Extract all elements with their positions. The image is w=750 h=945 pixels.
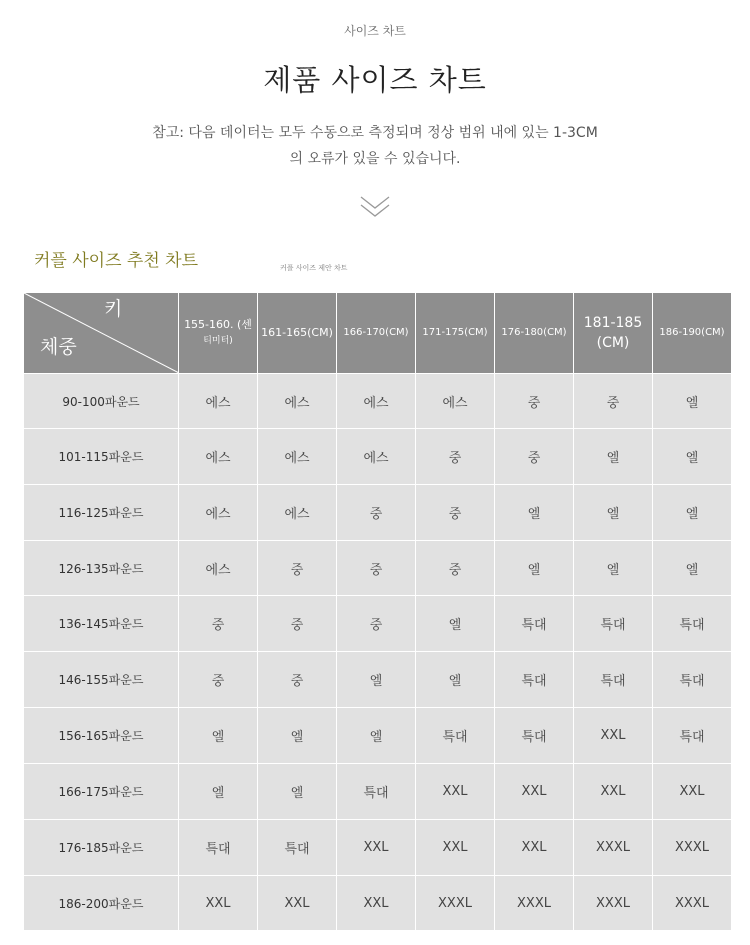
- size-cell: XXL: [574, 708, 653, 764]
- size-cell: 에스: [258, 485, 337, 541]
- size-cell: 에스: [258, 429, 337, 485]
- table-row: [24, 596, 732, 652]
- column-header: 186-190(CM): [653, 293, 732, 374]
- size-cell: 특대: [653, 708, 732, 764]
- size-cell: 중: [179, 596, 258, 652]
- size-cell: 중: [258, 652, 337, 708]
- column-header: 176-180(CM): [495, 293, 574, 374]
- size-cell: XXXL: [416, 876, 495, 931]
- table-row: [24, 429, 732, 485]
- table-row: [24, 764, 732, 820]
- size-cell: 엘: [574, 485, 653, 541]
- weight-range-cell: 176-185파운드: [24, 820, 179, 876]
- size-cell: 특대: [495, 708, 574, 764]
- weight-range-cell: 146-155파운드: [24, 652, 179, 708]
- section-subtitle: 커플 사이즈 제안 차트: [280, 264, 348, 272]
- size-cell: 중: [337, 485, 416, 541]
- table-row: [24, 485, 732, 541]
- size-cell: XXL: [337, 820, 416, 876]
- size-cell: 특대: [653, 596, 732, 652]
- weight-range-cell: 116-125파운드: [24, 485, 179, 541]
- double-chevron-down-icon: [359, 194, 391, 220]
- column-header: 166-170(CM): [337, 293, 416, 374]
- measurement-note: [0, 120, 750, 172]
- section-title: 커플 사이즈 추천 차트: [34, 251, 199, 271]
- size-cell: XXXL: [574, 876, 653, 931]
- size-cell: 중: [179, 652, 258, 708]
- size-cell: 특대: [337, 764, 416, 820]
- corner-header-cell: [24, 293, 179, 374]
- height-label: 키: [104, 298, 123, 320]
- note-line-2: 의 오류가 있을 수 있습니다.: [289, 151, 461, 167]
- size-cell: XXL: [416, 820, 495, 876]
- size-cell: 엘: [495, 541, 574, 596]
- column-header: 155-160. (센 티미터): [179, 293, 258, 374]
- table-row: [24, 652, 732, 708]
- size-cell: 엘: [653, 374, 732, 429]
- size-cell: 에스: [179, 541, 258, 596]
- size-cell: 에스: [179, 429, 258, 485]
- size-cell: 중: [574, 374, 653, 429]
- weight-range-cell: 101-115파운드: [24, 429, 179, 485]
- weight-range-cell: 136-145파운드: [24, 596, 179, 652]
- size-cell: 중: [337, 596, 416, 652]
- size-cell: 엘: [574, 541, 653, 596]
- size-cell: 엘: [416, 652, 495, 708]
- size-cell: 에스: [179, 374, 258, 429]
- size-cell: 엘: [653, 429, 732, 485]
- size-cell: 엘: [179, 764, 258, 820]
- table-row: [24, 876, 732, 931]
- size-cell: 엘: [337, 652, 416, 708]
- size-cell: 중: [416, 485, 495, 541]
- size-cell: 엘: [574, 429, 653, 485]
- size-cell: 특대: [179, 820, 258, 876]
- column-header: 171-175(CM): [416, 293, 495, 374]
- column-header: 161-165(CM): [258, 293, 337, 374]
- size-cell: 엘: [179, 708, 258, 764]
- size-cell: XXL: [495, 764, 574, 820]
- size-cell: 중: [337, 541, 416, 596]
- diagonal-divider: [24, 293, 179, 373]
- size-cell: XXL: [495, 820, 574, 876]
- weight-range-cell: 90-100파운드: [24, 374, 179, 429]
- size-cell: 중: [495, 429, 574, 485]
- size-cell: 에스: [179, 485, 258, 541]
- size-cell: XXL: [179, 876, 258, 931]
- size-cell: XXXL: [495, 876, 574, 931]
- size-cell: XXXL: [653, 820, 732, 876]
- size-cell: 에스: [258, 374, 337, 429]
- size-cell: 에스: [337, 374, 416, 429]
- size-cell: 에스: [337, 429, 416, 485]
- table-row: [24, 708, 732, 764]
- page-title: 제품 사이즈 차트: [263, 63, 487, 97]
- weight-range-cell: 126-135파운드: [24, 541, 179, 596]
- size-cell: 특대: [574, 652, 653, 708]
- size-cell: 엘: [416, 596, 495, 652]
- size-cell: 중: [258, 596, 337, 652]
- size-cell: 특대: [495, 652, 574, 708]
- size-cell: XXL: [258, 876, 337, 931]
- size-cell: XXXL: [653, 876, 732, 931]
- table-row: [24, 820, 732, 876]
- note-line-1: 참고: 다음 데이터는 모두 수동으로 측정되며 정상 범위 내에 있는 1-3CM: [152, 125, 598, 141]
- size-cell: 에스: [416, 374, 495, 429]
- size-cell: 중: [416, 541, 495, 596]
- weight-range-cell: 186-200파운드: [24, 876, 179, 931]
- table-row: [24, 374, 732, 429]
- size-cell: XXL: [574, 764, 653, 820]
- top-tag: 사이즈 차트: [344, 24, 406, 38]
- size-cell: XXL: [653, 764, 732, 820]
- column-header: 181-185 (CM): [574, 293, 653, 374]
- weight-label: 체중: [40, 336, 77, 358]
- size-cell: 특대: [574, 596, 653, 652]
- size-cell: 특대: [653, 652, 732, 708]
- weight-range-cell: 156-165파운드: [24, 708, 179, 764]
- table-header-row: [24, 293, 732, 374]
- size-cell: 엘: [258, 764, 337, 820]
- size-cell: 특대: [495, 596, 574, 652]
- size-chart-table: [23, 292, 732, 931]
- size-cell: 엘: [337, 708, 416, 764]
- size-cell: 엘: [258, 708, 337, 764]
- size-cell: 엘: [495, 485, 574, 541]
- size-cell: 엘: [653, 541, 732, 596]
- size-cell: XXL: [416, 764, 495, 820]
- weight-range-cell: 166-175파운드: [24, 764, 179, 820]
- size-cell: XXXL: [574, 820, 653, 876]
- size-cell: 중: [495, 374, 574, 429]
- size-cell: 중: [258, 541, 337, 596]
- table-row: [24, 541, 732, 596]
- size-cell: XXL: [337, 876, 416, 931]
- size-cell: 중: [416, 429, 495, 485]
- size-cell: 엘: [653, 485, 732, 541]
- size-cell: 특대: [416, 708, 495, 764]
- size-cell: 특대: [258, 820, 337, 876]
